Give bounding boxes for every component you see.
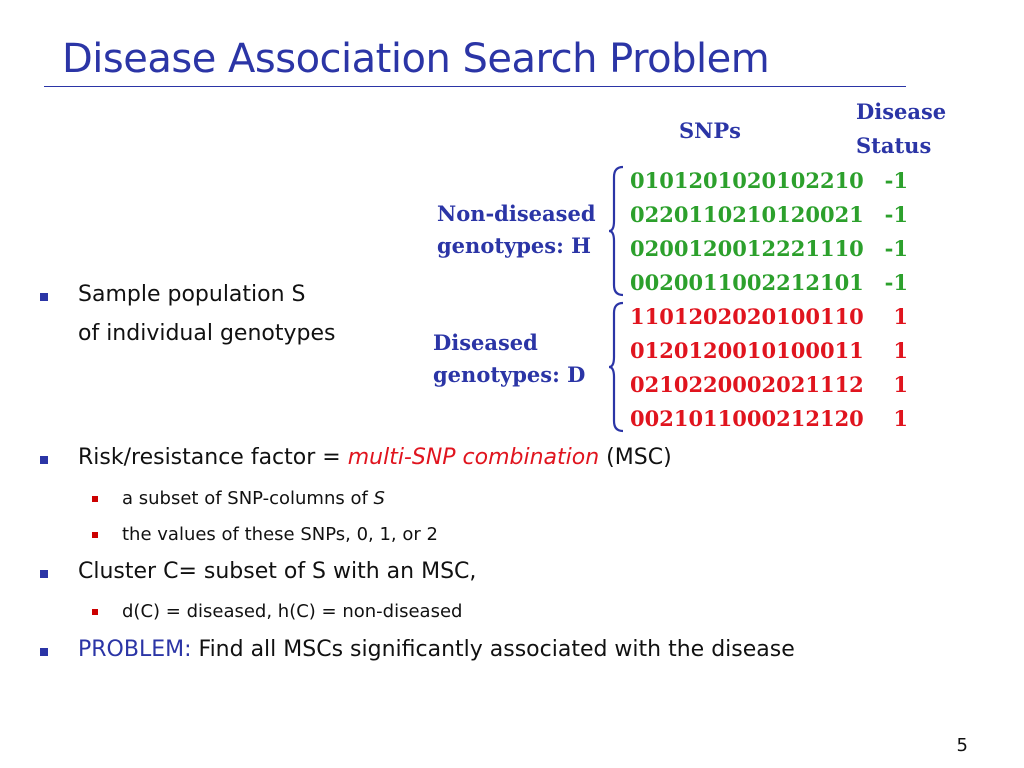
diseased-brace-icon: [608, 301, 624, 433]
non-diseased-label-line2: genotypes: H: [437, 233, 591, 258]
disease-status-header: [856, 95, 946, 163]
status-header-line1: Disease: [856, 99, 947, 124]
diseased-label-line1: Diseased: [433, 330, 538, 355]
sample-line2: of individual genotypes: [78, 321, 336, 346]
bullet-risk: [78, 445, 672, 470]
non-diseased-brace-icon: [608, 165, 624, 297]
risk-sub1-emphasis: S: [373, 488, 385, 509]
genotype: 0210220002021112: [630, 372, 864, 397]
bullet-square-icon: [40, 570, 48, 578]
page-number: 5: [956, 735, 968, 756]
bullet-square-icon: [92, 609, 98, 615]
problem-text: Find all MSCs significantly associated with the disease: [191, 637, 795, 662]
slide-title: Disease Association Search Problem: [62, 36, 770, 82]
diseased-label-line2: genotypes: D: [433, 362, 586, 387]
snps-header: SNPs: [679, 118, 741, 143]
genotype: 0120120010100011: [630, 338, 864, 363]
disease-status: -1: [884, 236, 908, 261]
diseased-label: [433, 327, 585, 391]
non-diseased-rows: [630, 164, 930, 300]
bullet-square-icon: [92, 532, 98, 538]
genotype: 0200120012221110: [630, 236, 864, 261]
status-header-line2: Status: [856, 133, 932, 158]
table-row: [630, 266, 930, 300]
risk-suffix: (MSC): [599, 445, 672, 470]
table-row: [630, 334, 930, 368]
table-row: [630, 164, 930, 198]
problem-label: PROBLEM:: [78, 637, 192, 662]
table-row: [630, 198, 930, 232]
disease-status: -1: [884, 168, 908, 193]
genotype: 0021011000212120: [630, 406, 864, 431]
disease-status: -1: [884, 202, 908, 227]
title-divider: [44, 86, 906, 87]
table-row: [630, 232, 930, 266]
genotype: 0220110210120021: [630, 202, 864, 227]
bullet-square-icon: [92, 496, 98, 502]
bullet-cluster: [78, 559, 476, 584]
bullet-risk-sub2: [122, 524, 438, 545]
genotype: 0020011002212101: [630, 270, 864, 295]
bullet-sample: [78, 282, 306, 307]
bullet-square-icon: [40, 456, 48, 464]
disease-status: 1: [893, 304, 908, 329]
risk-sub2: the values of these SNPs, 0, 1, or 2: [122, 524, 438, 545]
disease-status: 1: [893, 372, 908, 397]
non-diseased-label: [437, 198, 596, 262]
bullet-cluster-sub: [122, 601, 462, 622]
sample-line1: Sample population S: [78, 282, 306, 307]
table-row: [630, 402, 930, 436]
cluster-sub: d(C) = diseased, h(C) = non-diseased: [122, 601, 463, 622]
non-diseased-label-line1: Non-diseased: [437, 201, 596, 226]
table-row: [630, 368, 930, 402]
risk-prefix: Risk/resistance factor =: [78, 445, 348, 470]
bullet-square-icon: [40, 293, 48, 301]
risk-sub1-prefix: a subset of SNP-columns of: [122, 488, 374, 509]
disease-status: 1: [893, 406, 908, 431]
cluster-text: Cluster C= subset of S with an MSC,: [78, 559, 477, 584]
risk-emphasis: multi-SNP combination: [347, 445, 600, 470]
bullet-sample-cont: [78, 321, 335, 346]
bullet-risk-sub1: [122, 488, 385, 509]
genotype: 0101201020102210: [630, 168, 864, 193]
genotype: 1101202020100110: [630, 304, 864, 329]
table-row: [630, 300, 930, 334]
bullet-square-icon: [40, 648, 48, 656]
disease-status: 1: [893, 338, 908, 363]
diseased-rows: [630, 300, 930, 436]
disease-status: -1: [884, 270, 908, 295]
bullet-problem: [78, 637, 795, 662]
